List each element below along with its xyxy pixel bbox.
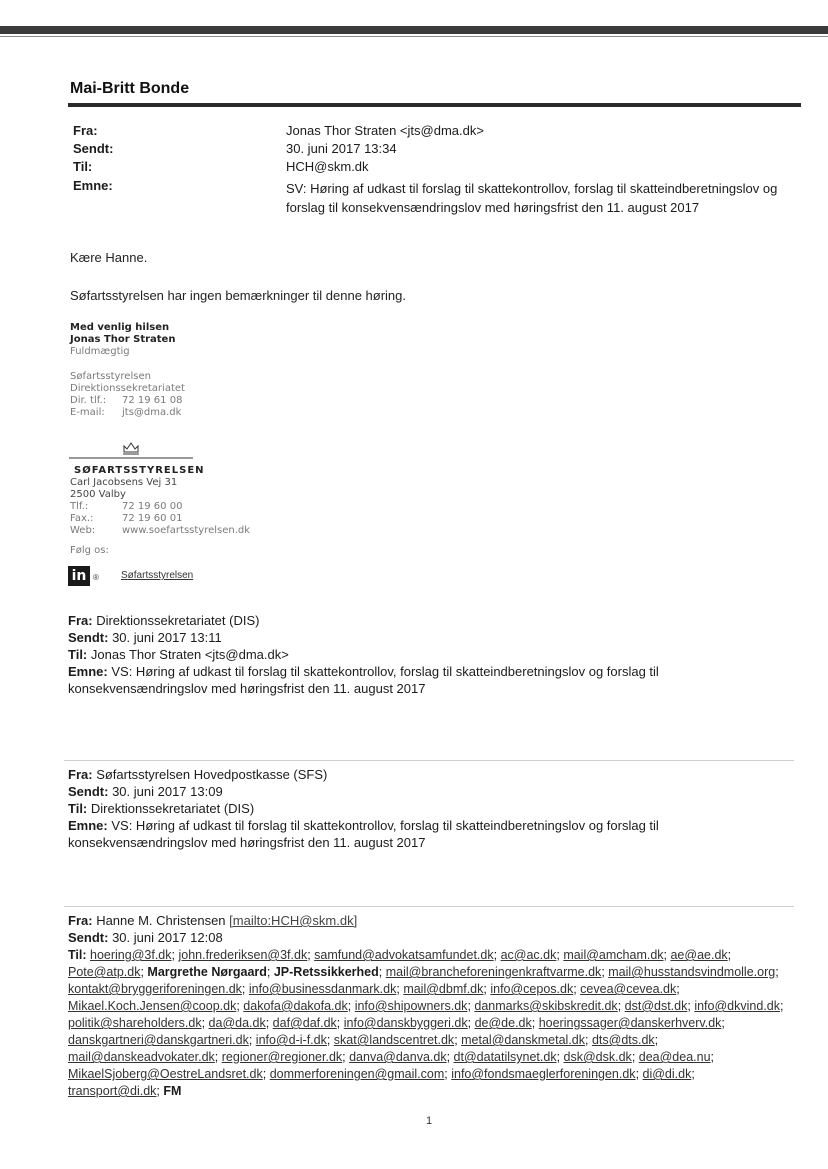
recipient-email-link[interactable]: mail@husstandsvindmolle.org — [608, 965, 776, 979]
fwd1-subject: VS: Høring af udkast til forslag til skattekontrollov, forslag til skatteindberetningslov og forslag til konsekvensændringslov med høringsfrist den 11. august 2017 — [68, 664, 659, 696]
subject-value: SV: Høring af udkast til forslag til skattekontrollov, forslag til skatteindberetningslov og forslag til konsekvensændringslov med høringsfrist den 11. august 2017 — [286, 181, 778, 215]
message-text: Søfartsstyrelsen har ingen bemærkninger til denne høring. — [70, 288, 406, 303]
sig-email[interactable]: jts@dma.dk — [122, 407, 182, 418]
recipient-email-link[interactable]: mail@danskeadvokater.dk — [68, 1050, 215, 1064]
recipient-email-link[interactable]: mail@brancheforeningenkraftvarme.dk — [385, 965, 602, 979]
sig-org: Søfartsstyrelsen — [70, 371, 151, 382]
to-label: Til: — [73, 159, 93, 174]
recipient-email-link[interactable]: transport@di.dk — [68, 1084, 157, 1098]
fwd2-from-label: Fra: — [68, 767, 93, 782]
sent-value: 30. juni 2017 13:34 — [286, 141, 397, 156]
recipient-email-link[interactable]: dsk@dsk.dk — [563, 1050, 632, 1064]
separator-2 — [64, 906, 794, 907]
registered-mark: ® — [93, 573, 99, 582]
subject-label: Emne: — [73, 178, 113, 193]
recipient-email-link[interactable]: skat@landscentret.dk — [333, 1033, 455, 1047]
linkedin-icon[interactable]: in — [68, 566, 90, 586]
fwd1-subject-label: Emne: — [68, 664, 108, 679]
from-label: Fra: — [73, 123, 98, 138]
recipient-email-link[interactable]: info@danskbyggeri.dk — [343, 1016, 468, 1030]
scan-top-border — [0, 26, 828, 34]
recipient-email-link[interactable]: da@da.dk — [208, 1016, 266, 1030]
scan-top-border-thin — [0, 36, 828, 37]
sig-closing: Med venlig hilsen — [70, 322, 170, 333]
recipient-email-link[interactable]: info@businessdanmark.dk — [248, 982, 397, 996]
forward-header-1 — [68, 612, 788, 697]
recipient-name: Margrethe Nørgaard — [147, 965, 267, 979]
recipient-email-link[interactable]: dommerforeningen@gmail.com — [269, 1067, 445, 1081]
forward-header-3 — [68, 912, 788, 946]
tlf-label: Tlf.: — [70, 501, 89, 512]
recipient-email-link[interactable]: daf@daf.dk — [272, 1016, 337, 1030]
address-line-1: Carl Jacobsens Vej 31 — [70, 477, 178, 488]
fwd3-from-label: Fra: — [68, 913, 93, 928]
sig-dir-label: Dir. tlf.: — [70, 395, 107, 406]
sig-title: Fuldmægtig — [70, 346, 130, 357]
address-block — [70, 477, 250, 557]
fwd2-subject: VS: Høring af udkast til forslag til skattekontrollov, forslag til skatteindberetningslov og forslag til konsekvensændringslov med høringsfrist den 11. august 2017 — [68, 818, 659, 850]
recipient-email-link[interactable]: dst@dst.dk — [624, 999, 688, 1013]
fwd3-to-label: Til: — [68, 948, 87, 962]
recipient-name: FM — [163, 1084, 182, 1098]
sig-dir: 72 19 61 08 — [122, 395, 183, 406]
fwd3-mailto-link[interactable]: [mailto:HCH@skm.dk] — [229, 913, 358, 928]
recipient-list — [68, 947, 788, 1100]
recipient-email-link[interactable]: di@di.dk — [642, 1067, 692, 1081]
recipient-email-link[interactable]: danva@danva.dk — [349, 1050, 447, 1064]
recipient-email-link[interactable]: Mikael.Koch.Jensen@coop.dk — [68, 999, 237, 1013]
recipient-email-link[interactable]: mail@dbmf.dk — [403, 982, 484, 996]
recipients: hoering@3f.dk; john.frederiksen@3f.dk; samfund@advokatsamfundet.dk; ac@ac.dk; mail@amcham.dk; ae@ae.dk; Pote@atp.dk; Margrethe Nørgaard; JP-Retssikkerhed; mail@brancheforeningenkraftvarme.dk; mail@husstandsvindmolle.org; kontakt@bryggeriforeningen.dk; info@businessdanmark.dk; mail@dbmf.dk; info@cepos.dk; cevea@cevea.dk; Mikael.Koch.Jensen@coop.dk; dakofa@dakofa.dk; info@shipowners.dk; danmarks@skibskredit.dk; dst@dst.dk; info@dkvind.dk; politik@shareholders.dk; da@da.dk; daf@daf.dk; info@danskbyggeri.dk; de@de.dk; hoeringssager@danskerhverv.dk; danskgartneri@danskgartneri.dk; info@d-i-f.dk; skat@landscentret.dk; metal@danskmetal.dk; dts@dts.dk; mail@danskeadvokater.dk; regioner@regioner.dk; danva@danva.dk; dt@datatilsynet.dk; dsk@dsk.dk; dea@dea.nu; MikaelSjoberg@OestreLandsret.dk; dommerforeningen@gmail.com; info@fondsmaeglerforeningen.dk; di@di.dk; transport@di.dk; FM — [68, 948, 784, 1098]
fwd2-sent: 30. juni 2017 13:09 — [112, 784, 223, 799]
recipient-email-link[interactable]: john.frederiksen@3f.dk — [178, 948, 308, 962]
recipient-email-link[interactable]: samfund@advokatsamfundet.dk — [314, 948, 494, 962]
address-line-2: 2500 Valby — [70, 489, 126, 500]
recipient-email-link[interactable]: dt@datatilsynet.dk — [453, 1050, 557, 1064]
recipient-email-link[interactable]: danskgartneri@danskgartneri.dk — [68, 1033, 249, 1047]
recipient-email-link[interactable]: ac@ac.dk — [500, 948, 557, 962]
recipient-email-link[interactable]: kontakt@bryggeriforeningen.dk — [68, 982, 242, 996]
recipient-email-link[interactable]: regioner@regioner.dk — [221, 1050, 343, 1064]
recipient-email-link[interactable]: dea@dea.nu — [638, 1050, 711, 1064]
recipient-email-link[interactable]: Pote@atp.dk — [68, 965, 141, 979]
fwd3-sent-label: Sendt: — [68, 930, 109, 945]
fwd2-subject-label: Emne: — [68, 818, 108, 833]
recipient-email-link[interactable]: metal@danskmetal.dk — [461, 1033, 585, 1047]
fwd2-to: Direktionssekretariatet (DIS) — [90, 801, 255, 816]
web-label: Web: — [70, 525, 96, 536]
separator-1 — [64, 760, 794, 761]
follow-label: Følg os: — [70, 545, 109, 556]
fax-label: Fax.: — [70, 513, 94, 524]
recipient-email-link[interactable]: info@shipowners.dk — [354, 999, 468, 1013]
fwd3-sent: 30. juni 2017 12:08 — [112, 930, 223, 945]
from-value: Jonas Thor Straten <jts@dma.dk> — [286, 123, 484, 138]
page-number: 1 — [426, 1115, 433, 1127]
recipient-email-link[interactable]: dts@dts.dk — [591, 1033, 655, 1047]
sig-email-label: E-mail: — [70, 407, 105, 418]
fwd1-to: Jonas Thor Straten <jts@dma.dk> — [90, 647, 289, 662]
linkedin-link[interactable]: Søfartsstyrelsen — [121, 570, 194, 581]
fwd1-to-label: Til: — [68, 647, 88, 662]
fwd1-sent: 30. juni 2017 13:11 — [112, 630, 222, 645]
greeting: Kære Hanne. — [70, 250, 148, 265]
recipient-email-link[interactable]: politik@shareholders.dk — [68, 1016, 202, 1030]
fax-value: 72 19 60 01 — [122, 513, 183, 524]
fwd2-from: Søfartsstyrelsen Hovedpostkasse (SFS) — [96, 767, 328, 782]
to-value: HCH@skm.dk — [286, 159, 369, 174]
fwd3-from: Hanne M. Christensen — [96, 913, 226, 928]
recipient-email-link[interactable]: cevea@cevea.dk — [580, 982, 677, 996]
fwd1-from-label: Fra: — [68, 613, 93, 628]
recipient-email-link[interactable]: info@cepos.dk — [490, 982, 574, 996]
recipient-name: JP-Retssikkerhed — [273, 965, 379, 979]
recipient-email-link[interactable]: dakofa@dakofa.dk — [243, 999, 348, 1013]
recipient-email-link[interactable]: info@fondsmaeglerforeningen.dk — [451, 1067, 636, 1081]
recipient-email-link[interactable]: danmarks@skibskredit.dk — [474, 999, 618, 1013]
mailbox-owner-name: Mai-Britt Bonde — [70, 80, 190, 97]
web-link[interactable]: www.soefartsstyrelsen.dk — [122, 525, 251, 536]
owner-divider — [68, 103, 801, 107]
fwd1-sent-label: Sendt: — [68, 630, 109, 645]
org-logo-text: SØFARTSSTYRELSEN — [74, 465, 205, 476]
recipient-email-link[interactable]: de@de.dk — [474, 1016, 532, 1030]
fwd2-sent-label: Sendt: — [68, 784, 109, 799]
sent-label: Sendt: — [73, 141, 114, 156]
fwd1-from: Direktionssekretariatet (DIS) — [96, 613, 260, 628]
crown-logo-icon — [67, 438, 195, 462]
recipient-email-link[interactable]: ae@ae.dk — [670, 948, 728, 962]
forward-header-2 — [68, 766, 788, 851]
recipient-email-link[interactable]: hoering@3f.dk — [90, 948, 172, 962]
recipient-email-link[interactable]: info@dkvind.dk — [694, 999, 780, 1013]
recipient-email-link[interactable]: hoeringssager@danskerhverv.dk — [538, 1016, 722, 1030]
recipient-email-link[interactable]: MikaelSjoberg@OestreLandsret.dk — [68, 1067, 263, 1081]
recipient-email-link[interactable]: info@d-i-f.dk — [255, 1033, 327, 1047]
fwd2-to-label: Til: — [68, 801, 88, 816]
signature-block — [70, 322, 185, 419]
tlf-value: 72 19 60 00 — [122, 501, 183, 512]
recipient-email-link[interactable]: mail@amcham.dk — [563, 948, 664, 962]
sig-name: Jonas Thor Straten — [70, 334, 176, 345]
sig-dept: Direktionssekretariatet — [70, 383, 185, 394]
